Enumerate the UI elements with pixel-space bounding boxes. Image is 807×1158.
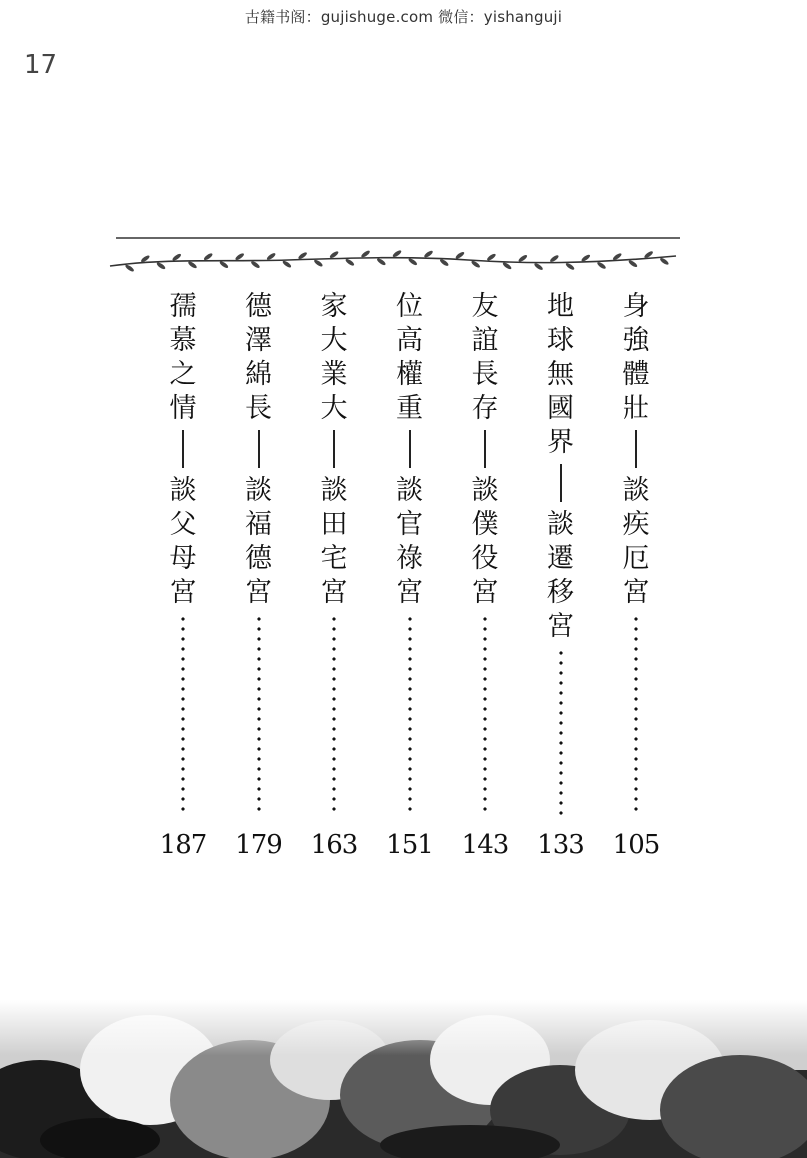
section-char: 役 (471, 543, 499, 574)
vine-leaf (392, 249, 402, 258)
toc-entry-title (387, 290, 433, 610)
topic-char: 澤 (245, 325, 272, 356)
topic-char: 業 (320, 359, 348, 390)
topic-char: 綿 (245, 359, 272, 390)
topic-char: 壯 (622, 393, 650, 424)
vine-leaf (234, 252, 244, 261)
section-char: 談 (320, 475, 348, 506)
vine-leaf (518, 254, 528, 263)
section-char: 厄 (622, 543, 650, 574)
topic-char: 存 (471, 393, 499, 424)
vine-leaf (455, 251, 465, 260)
em-dash (635, 430, 637, 468)
section-char: 宅 (320, 543, 348, 574)
toc-entry[interactable] (613, 290, 659, 860)
vine-ornament (108, 234, 684, 276)
topic-char: 高 (396, 325, 423, 356)
topic-char: 身 (622, 291, 650, 322)
section-char: 祿 (396, 543, 423, 574)
em-dash (409, 430, 411, 468)
section-char: 談 (396, 475, 423, 506)
toc-entry[interactable] (160, 290, 206, 860)
topic-char: 長 (471, 359, 499, 390)
section-char: 德 (245, 543, 272, 574)
topic-char: 重 (396, 393, 423, 424)
section-char: 田 (320, 509, 348, 540)
flower-photo-strip (0, 1000, 807, 1158)
leader-dots (332, 614, 336, 816)
toc-entry-title (613, 290, 659, 610)
vine-leaf (376, 257, 386, 266)
section-char: 父 (169, 509, 197, 540)
topic-char: 大 (320, 325, 348, 356)
leader-dots (408, 614, 412, 816)
topic-char: 強 (622, 325, 650, 356)
leader-dots (181, 614, 185, 816)
vine-leaf (533, 262, 543, 271)
vine-leaf (203, 252, 213, 261)
section-char: 談 (622, 475, 650, 506)
section-char: 遷 (547, 543, 574, 574)
watermark-text: 古籍书阁：gujishuge.com 微信：yishanguji (244, 8, 563, 26)
topic-char: 德 (245, 291, 272, 322)
toc-entry[interactable] (387, 290, 433, 860)
vine-leaf (250, 260, 260, 269)
em-dash (258, 430, 260, 468)
vine-leaf (596, 261, 606, 270)
vine-leaf (219, 260, 229, 269)
toc-page-number: 143 (461, 830, 509, 860)
topic-char: 情 (169, 393, 197, 424)
section-char: 宮 (320, 577, 348, 608)
topic-char: 無 (547, 359, 574, 390)
toc-entry-title (311, 290, 357, 610)
section-char: 談 (547, 509, 574, 540)
section-char: 談 (471, 475, 499, 506)
vine-leaf (486, 253, 496, 262)
section-char: 宮 (471, 577, 499, 608)
section-char: 宮 (547, 611, 574, 642)
toc-entry-title (462, 290, 508, 610)
leader-dots (559, 648, 563, 816)
topic-char: 國 (547, 393, 574, 424)
vine-leaf (423, 250, 433, 259)
topic-char: 地 (547, 291, 574, 322)
section-char: 談 (245, 475, 272, 506)
vine-leaf (282, 260, 292, 269)
section-char: 疾 (622, 509, 650, 540)
toc-page-number: 163 (310, 830, 358, 860)
toc-entry[interactable] (538, 290, 584, 860)
em-dash (182, 430, 184, 468)
vine-leaf (659, 257, 669, 266)
vine-leaf (628, 259, 638, 268)
section-char: 宮 (245, 577, 272, 608)
page-number: 17 (24, 50, 58, 80)
topic-char: 位 (396, 291, 423, 322)
toc-entry[interactable] (236, 290, 282, 860)
toc-entry[interactable] (311, 290, 357, 860)
table-of-contents (160, 290, 670, 860)
topic-char: 界 (547, 427, 574, 458)
leader-dots (257, 614, 261, 816)
topic-char: 球 (547, 325, 574, 356)
leader-dots (634, 614, 638, 816)
topic-char: 家 (320, 291, 348, 322)
section-char: 談 (169, 475, 197, 506)
vine-leaf (124, 264, 134, 273)
em-dash (333, 430, 335, 468)
section-char: 宮 (169, 577, 197, 608)
topic-char: 慕 (169, 325, 197, 356)
toc-page-number: 179 (235, 830, 282, 860)
leader-dots (483, 614, 487, 816)
vine-leaf (187, 260, 197, 269)
section-char: 僕 (471, 509, 499, 540)
section-char: 母 (169, 543, 197, 574)
topic-char: 之 (169, 359, 197, 390)
section-char: 官 (396, 509, 423, 540)
em-dash (484, 430, 486, 468)
section-char: 宮 (396, 577, 423, 608)
vine-leaf (156, 261, 166, 270)
topic-char: 孺 (169, 291, 197, 322)
toc-page-number: 133 (537, 830, 584, 860)
topic-char: 大 (320, 393, 348, 424)
topic-char: 誼 (471, 325, 499, 356)
section-char: 移 (547, 577, 574, 608)
toc-page-number: 187 (159, 830, 207, 860)
vine-leaf (345, 258, 355, 267)
section-char: 福 (245, 509, 272, 540)
topic-char: 長 (245, 393, 272, 424)
toc-entry-title (236, 290, 282, 610)
topic-char: 友 (471, 291, 499, 322)
vine-leaf (565, 262, 575, 271)
toc-page-number: 105 (612, 830, 660, 860)
toc-entry-title (160, 290, 206, 610)
em-dash (560, 464, 562, 502)
topic-char: 權 (396, 359, 423, 390)
topic-char: 體 (622, 359, 650, 390)
section-char: 宮 (622, 577, 650, 608)
toc-entry-title (538, 290, 584, 644)
toc-entry[interactable] (462, 290, 508, 860)
vine-leaf (313, 259, 323, 268)
toc-page-number: 151 (386, 830, 433, 860)
